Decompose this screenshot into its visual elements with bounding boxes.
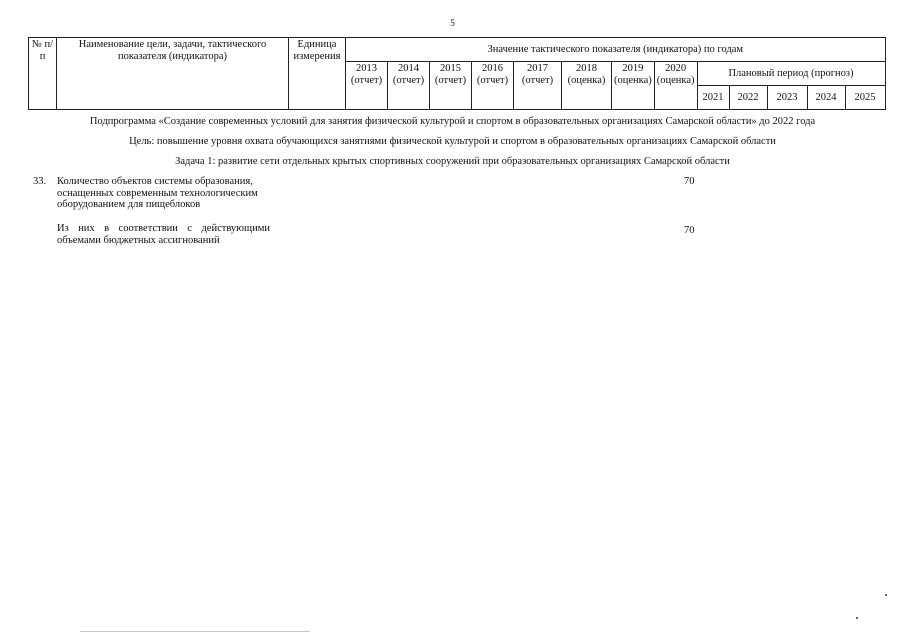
header-year-cell: [514, 62, 562, 110]
year-note: (отчет): [392, 75, 425, 86]
subprogram-title: Подпрограмма «Создание современных условий для занятия физической культурой и спортом в образовательных организациях Самарской области» до 2022 года: [89, 116, 816, 127]
goal-title: Цель: повышение уровня охвата обучающихся занятиями физической культурой и спортом в образовательных организациях Самарской области: [129, 136, 776, 147]
header-values-cell: Значение тактического показателя (индикатора) по годам: [346, 38, 886, 62]
row-value: 70: [684, 225, 695, 236]
header-year-cell: [346, 62, 388, 110]
header-number-cell: № п/п: [29, 38, 57, 110]
row-value: 70: [684, 176, 695, 187]
header-year-cell: [430, 62, 472, 110]
year-label: 2017: [527, 63, 548, 74]
header-unit-cell: Единица измерения: [289, 38, 346, 110]
scan-speck: [885, 594, 887, 596]
header-plan-year-cell: 2023: [767, 86, 807, 110]
year-note: (оценка): [567, 75, 606, 86]
header-name-cell: Наименование цели, задачи, тактического показателя (индикатора): [57, 38, 289, 110]
header-year-cell: [562, 62, 612, 110]
indicator-table-header: [28, 37, 886, 110]
year-note: (оценка): [614, 75, 652, 86]
header-year-cell: [654, 62, 697, 110]
header-year-cell: [612, 62, 655, 110]
year-label: 2020: [665, 63, 687, 74]
year-note: (отчет): [476, 75, 509, 86]
header-plan-year-cell: 2024: [807, 86, 845, 110]
year-note: (оценка): [656, 75, 695, 86]
year-label: 2016: [482, 63, 503, 74]
page-number: 5: [450, 18, 455, 28]
header-plan-year-cell: 2022: [729, 86, 767, 110]
year-note: (отчет): [350, 75, 383, 86]
row-indicator-name: Количество объектов системы образования, оснащенных современным технологическим оборудованием для пищеблоков: [57, 176, 258, 210]
year-label: 2019: [622, 63, 644, 74]
task-title: Задача 1: развитие сети отдельных крытых спортивных сооружений при образовательных организациях Самарской области: [175, 156, 730, 167]
year-label: 2014: [398, 63, 419, 74]
year-label: 2018: [576, 63, 597, 74]
row-number: 33.: [33, 176, 47, 187]
header-plan-period-cell: Плановый период (прогноз): [697, 62, 885, 86]
year-note: (отчет): [521, 75, 554, 86]
row-indicator-name: Из них в соответствии с действующими объемами бюджетных ассигнований: [57, 223, 270, 246]
year-note: (отчет): [434, 75, 467, 86]
year-label: 2013: [356, 63, 377, 74]
header-year-cell: [388, 62, 430, 110]
header-year-cell: [472, 62, 514, 110]
year-label: 2015: [440, 63, 461, 74]
scan-edge-line: [80, 631, 310, 632]
scan-speck: [856, 617, 858, 619]
header-plan-year-cell: 2021: [697, 86, 729, 110]
header-plan-year-cell: 2025: [845, 86, 885, 110]
